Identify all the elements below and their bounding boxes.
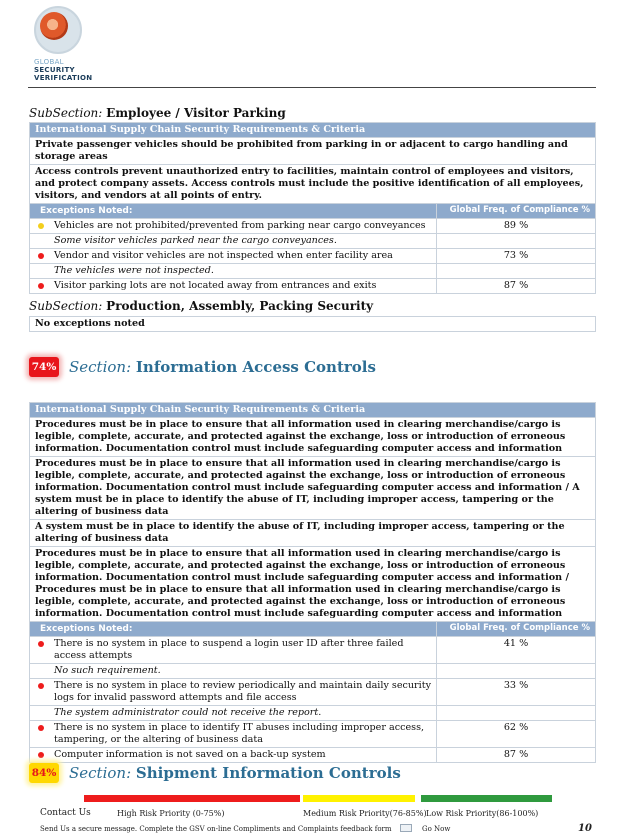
parking-table [29,122,596,294]
criteria-header: International Supply Chain Security Requirements & Criteria [30,123,596,138]
exception-item: Computer information is not saved on a back-up system [30,748,437,763]
exception-note: The system administrator could not receive the report. [30,706,437,721]
section-score-badge: 74% [29,357,59,377]
requirement-row: Private passenger vehicles should be prohibited from parking in or adjacent to cargo handling and storage areas [30,138,596,165]
priority-dot-icon [38,752,44,758]
compliance-pct: 73 % [437,249,596,264]
feedback-message: Send Us a secure message. Complete the GSV on-line Compliments and Complaints feedback form [40,825,392,833]
contact-us-link[interactable]: Contact Us [40,808,91,818]
compliance-pct: 62 % [437,721,596,748]
exception-note: Some visitor vehicles parked near the cargo conveyances. [30,234,437,249]
requirement-row: A system must be in place to identify the abuse of IT, including improper access, tampering or the altering of business data [30,520,596,547]
exception-item: There is no system in place to identify IT abuses including improper access, tampering, or the altering of business data [30,721,437,748]
requirement-row: Procedures must be in place to ensure that all information used in clearing merchandise/cargo is legible, complete, accurate, and protected against the exchange, loss or introduction of erroneous information. Documentation control must include safeguarding computer access and information [30,418,596,457]
compliance-pct: 87 % [437,748,596,763]
compliance-pct: 41 % [437,637,596,664]
medium-risk-bar [303,795,415,802]
gsv-logo [28,6,98,84]
compliance-pct: 87 % [437,279,596,294]
priority-dot-icon [38,641,44,647]
go-now-link[interactable]: Go Now [422,825,451,833]
exception-note: No such requirement. [30,664,437,679]
requirement-row: Procedures must be in place to ensure that all information used in clearing merchandise/cargo is legible, complete, accurate, and protected against the exchange, loss or introduction of erroneous information. Documentation control must include safeguarding computer access and information / Procedures must be in place to ensure that all information used in clearing merchandise/cargo is legible, complete, accurate, and protected against the exchange, loss or introduction of erroneous information. Documentation control must include safeguarding computer access and information [30,547,596,622]
exception-item: Vehicles are not prohibited/prevented from parking near cargo conveyances [30,219,437,234]
section-score-badge: 84% [29,763,59,783]
exception-item: There is no system in place to suspend a login user ID after three failed access attempts [30,637,437,664]
header-divider [28,87,596,88]
compliance-pct: 89 % [437,219,596,234]
section-title: Section: Shipment Information Controls [69,764,401,782]
low-risk-legend: Low Risk Priority(86-100%) [426,809,539,818]
section-title: Section: Information Access Controls [69,358,376,376]
exception-item: Visitor parking lots are not located away from entrances and exits [30,279,437,294]
requirement-row: Access controls prevent unauthorized entry to facilities, maintain control of employees and visitors, and protect company assets. Access controls must include the positive identification of all employees, visitors, and vendors at all points of entry. [30,165,596,204]
freq-label: Global Freq. of Compliance % [437,204,596,219]
priority-dot-icon [38,683,44,689]
medium-risk-legend: Medium Risk Priority(76-85%) [303,809,427,818]
subsection-production-title: SubSection: Production, Assembly, Packing Security [29,299,374,313]
freq-label: Global Freq. of Compliance % [437,622,596,637]
production-table [29,316,596,332]
exception-item: Vendor and visitor vehicles are not inspected when enter facility area [30,249,437,264]
envelope-icon[interactable] [400,824,412,832]
exception-item: There is no system in place to review periodically and maintain daily security logs for invalid password attempts and file access [30,679,437,706]
priority-dot-icon [38,725,44,731]
priority-dot-icon [38,283,44,289]
compliance-pct: 33 % [437,679,596,706]
no-exceptions-text: No exceptions noted [30,317,596,332]
exceptions-label: Exceptions Noted: [30,204,437,219]
high-risk-bar [84,795,300,802]
exceptions-label: Exceptions Noted: [30,622,437,637]
priority-dot-icon [38,253,44,259]
logo-disc [40,12,68,40]
requirement-row: Procedures must be in place to ensure that all information used in clearing merchandise/cargo is legible, complete, accurate, and protected against the exchange, loss or introduction of erroneous information. Documentation control must include safeguarding computer access and information / A system must be in place to identify the abuse of IT, including improper access, tampering or the altering of business data [30,457,596,520]
page-number: 10 [578,823,592,834]
exception-note: The vehicles were not inspected. [30,264,437,279]
priority-dot-icon [38,223,44,229]
criteria-header: International Supply Chain Security Requirements & Criteria [30,403,596,418]
high-risk-legend: High Risk Priority (0-75%) [117,809,225,818]
info-access-table [29,402,596,763]
logo-text: GLOBAL SECURITY VERIFICATION [34,58,93,82]
low-risk-bar [421,795,552,802]
subsection-parking-title: SubSection: Employee / Visitor Parking [29,106,286,120]
